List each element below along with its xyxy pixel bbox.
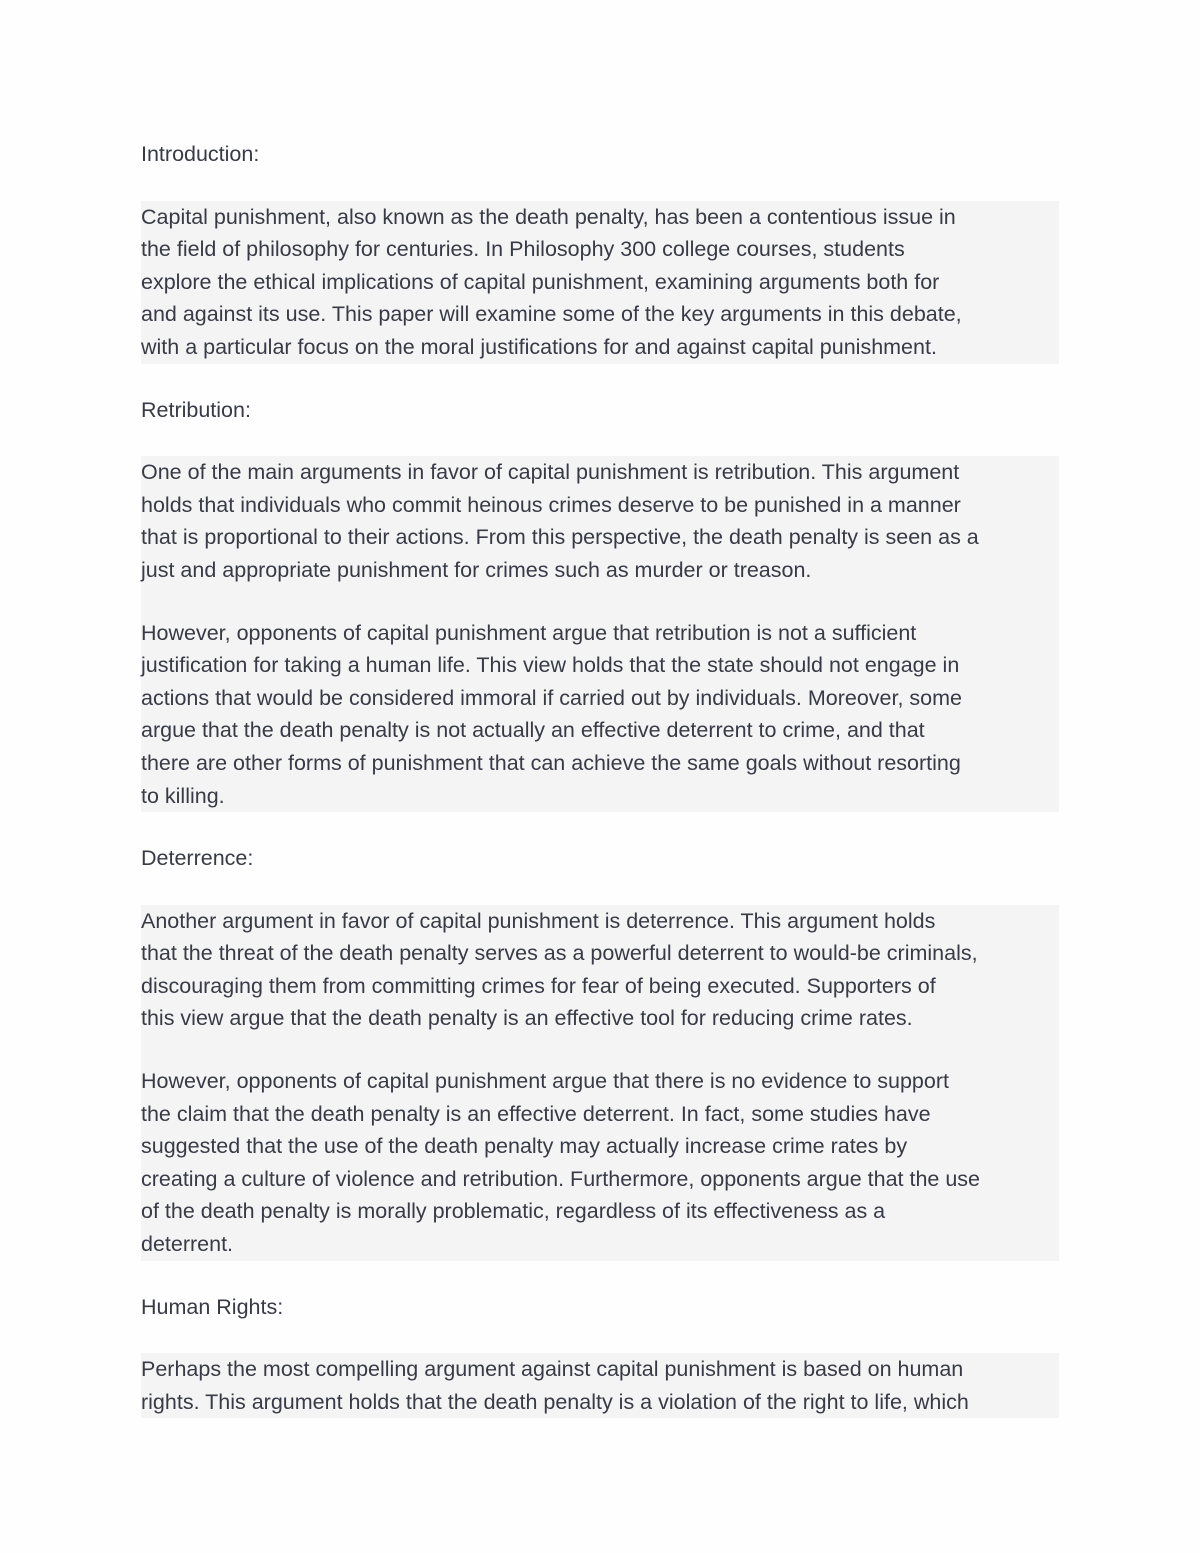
paragraph (141, 1065, 1059, 1261)
paragraph (141, 617, 1059, 813)
paragraph-gap (141, 1035, 1059, 1065)
paragraph-line: there are other forms of punishment that can achieve the same goals without resorting (141, 750, 961, 775)
paragraph (141, 1353, 1059, 1418)
paragraph-line: that is proportional to their actions. From this perspective, the death penalty is seen as a (141, 525, 979, 550)
paragraph-line: that the threat of the death penalty serves as a powerful deterrent to would-be criminals, (141, 941, 978, 966)
paragraph-line: One of the main arguments in favor of capital punishment is retribution. This argument (141, 460, 960, 485)
paragraph-line: However, opponents of capital punishment argue that there is no evidence to support (141, 1069, 949, 1094)
section-text-block (141, 1353, 1059, 1418)
section-gap (141, 171, 1059, 201)
paragraph-line: the claim that the death penalty is an effective deterrent. In fact, some studies have (141, 1101, 931, 1126)
paragraph-line: and against its use. This paper will examine some of the key arguments in this debate, (141, 302, 962, 327)
section-heading: Deterrence: (141, 846, 254, 871)
section-heading: Introduction: (141, 142, 260, 166)
section-gap (141, 812, 1059, 842)
paragraph-line: deterrent. (141, 1232, 234, 1257)
section-heading: Retribution: (141, 397, 251, 422)
paragraph-line: Perhaps the most compelling argument against capital punishment is based on human (141, 1357, 964, 1382)
paragraph-line: rights. This argument holds that the death penalty is a violation of the right to life, which (141, 1389, 969, 1414)
paragraph (141, 456, 1059, 586)
paragraph-line: creating a culture of violence and retribution. Furthermore, opponents argue that the use (141, 1166, 981, 1191)
paragraph (141, 905, 1059, 1035)
paragraph-line: of the death penalty is morally problematic, regardless of its effectiveness as a (141, 1199, 886, 1224)
paragraph-line: explore the ethical implications of capital punishment, examining arguments both for (141, 269, 940, 294)
document-body (141, 138, 1059, 1418)
section-gap (141, 1261, 1059, 1291)
paragraph-line: actions that would be considered immoral if carried out by individuals. Moreover, some (141, 685, 962, 710)
paragraph-line: argue that the death penalty is not actually an effective deterrent to crime, and that (141, 718, 925, 743)
section-gap (141, 1323, 1059, 1353)
paragraph-line: Capital punishment, also known as the death penalty, has been a contentious issue in (141, 204, 956, 229)
paragraph-line: justification for taking a human life. This view holds that the state should not engage in (141, 653, 960, 678)
paragraph-line: suggested that the use of the death penalty may actually increase crime rates by (141, 1134, 908, 1159)
section-gap (141, 426, 1059, 456)
section-gap (141, 875, 1059, 905)
paragraph-line: However, opponents of capital punishment argue that retribution is not a sufficient (141, 620, 917, 645)
paragraph (141, 201, 1059, 364)
section-gap (141, 364, 1059, 394)
section-text-block (141, 905, 1059, 1261)
paragraph-line: the field of philosophy for centuries. In Philosophy 300 college courses, students (141, 237, 905, 262)
paragraph-line: holds that individuals who commit heinous crimes deserve to be punished in a manner (141, 492, 961, 517)
paragraph-gap (141, 587, 1059, 617)
paragraph-line: discouraging them from committing crimes for fear of being executed. Supporters of (141, 973, 936, 998)
paragraph-line: Another argument in favor of capital punishment is deterrence. This argument holds (141, 908, 936, 933)
section-text-block (141, 201, 1059, 364)
paragraph-line: with a particular focus on the moral justifications for and against capital punishment. (141, 334, 937, 359)
paragraph-line: just and appropriate punishment for crimes such as murder or treason. (141, 557, 812, 582)
section-heading: Human Rights: (141, 1294, 284, 1319)
paragraph-line: this view argue that the death penalty is an effective tool for reducing crime rates. (141, 1006, 913, 1031)
paragraph-line: to killing. (141, 783, 225, 808)
section-text-block (141, 456, 1059, 812)
